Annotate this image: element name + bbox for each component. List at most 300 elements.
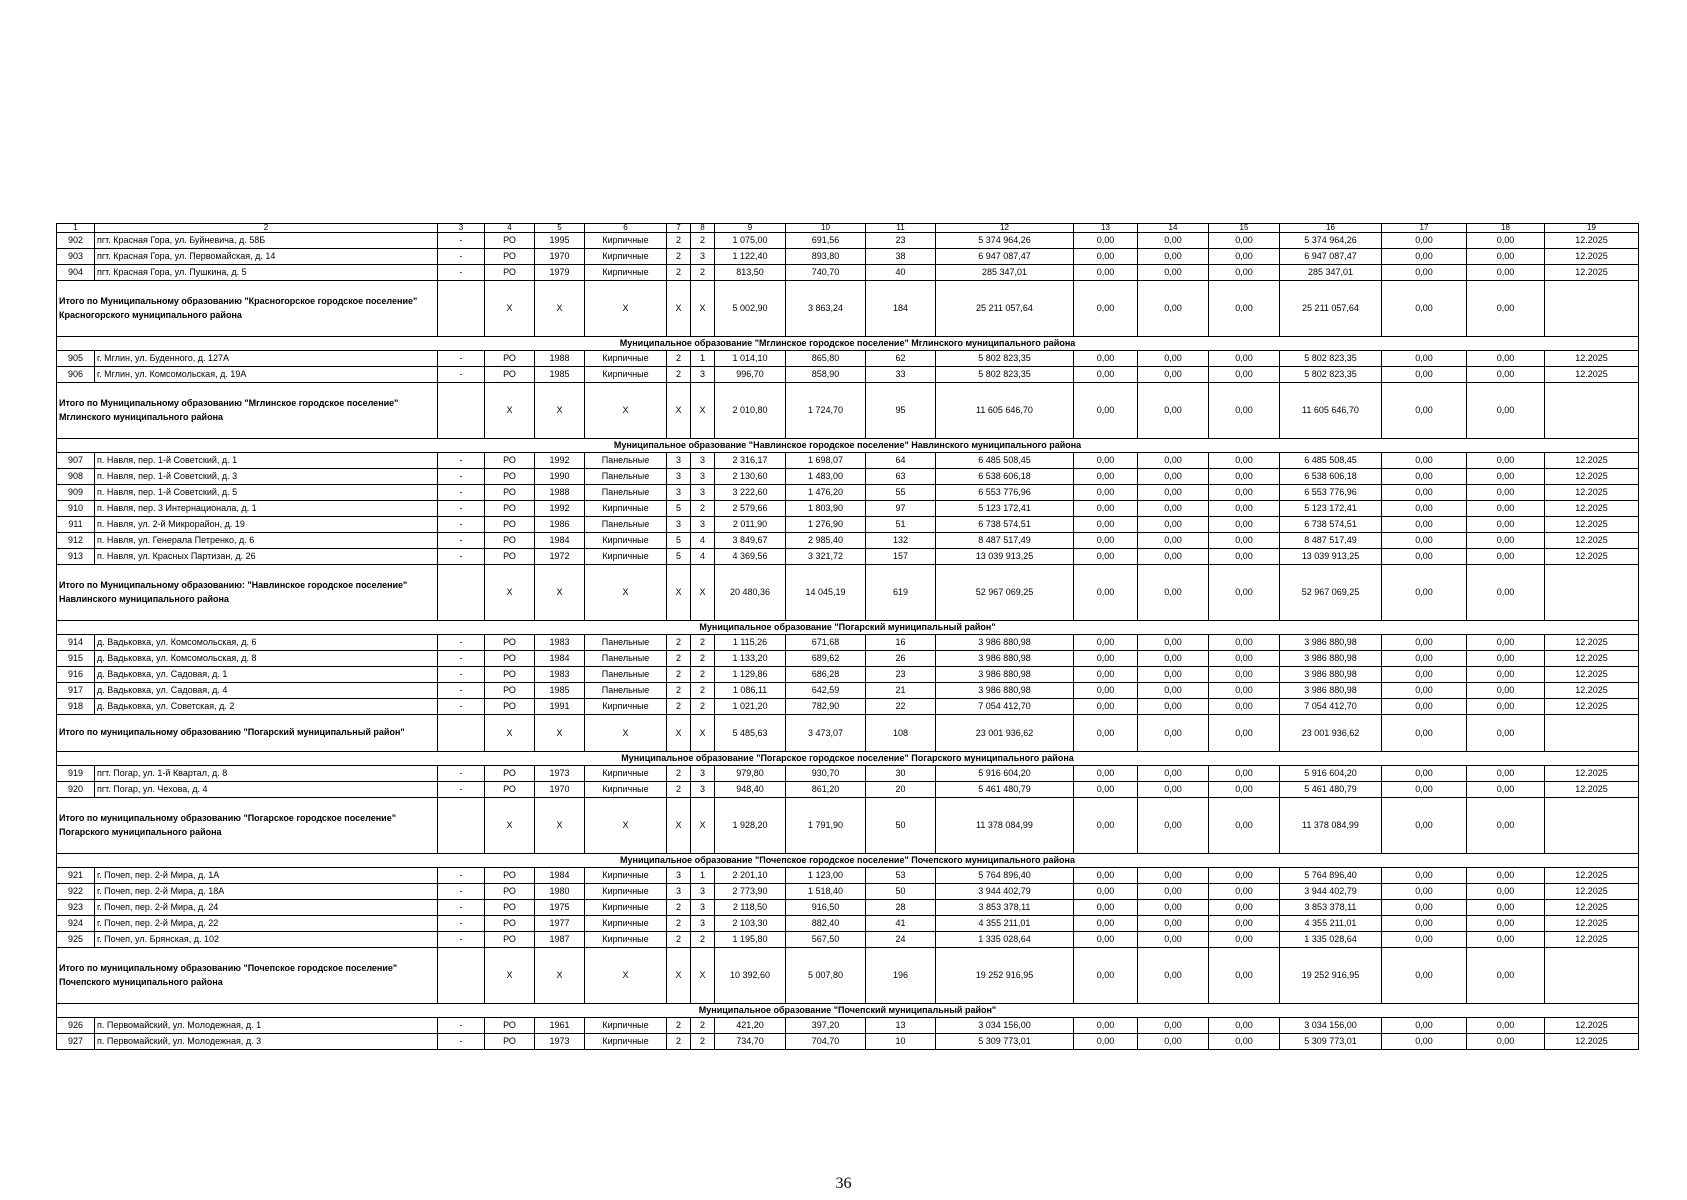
table-row [57, 868, 1639, 884]
column-number: 7 [667, 224, 691, 233]
table-cell: 0,00 [1138, 916, 1209, 932]
table-cell: 740,70 [786, 265, 866, 281]
table-cell: 0,00 [1138, 549, 1209, 565]
subtotal-cell [1545, 948, 1639, 1004]
subtotal-cell: X [585, 383, 667, 439]
table-cell: 12.2025 [1545, 916, 1639, 932]
table-cell: РО [485, 453, 535, 469]
table-cell: 0,00 [1138, 683, 1209, 699]
subtotal-cell: 3 863,24 [786, 281, 866, 337]
table-cell: - [438, 249, 485, 265]
row-number: 924 [57, 916, 95, 932]
table-cell: 0,00 [1467, 233, 1545, 249]
table-cell: 3 [691, 782, 715, 798]
table-cell: 3 986 880,98 [1280, 635, 1382, 651]
table-cell: 0,00 [1467, 651, 1545, 667]
table-cell: Кирпичные [585, 351, 667, 367]
table-cell: 689,62 [786, 651, 866, 667]
table-cell: 12.2025 [1545, 367, 1639, 383]
table-cell: 0,00 [1209, 351, 1280, 367]
table-cell: 0,00 [1209, 485, 1280, 501]
table-cell: 0,00 [1467, 900, 1545, 916]
subtotal-row [57, 281, 1639, 337]
table-cell: Кирпичные [585, 367, 667, 383]
table-cell: 1 698,07 [786, 453, 866, 469]
table-cell: 0,00 [1209, 501, 1280, 517]
table-cell: 0,00 [1074, 884, 1138, 900]
table-cell: Кирпичные [585, 1034, 667, 1050]
subtotal-row [57, 715, 1639, 752]
table-cell: 2 011,90 [715, 517, 786, 533]
table-cell: 2 985,40 [786, 533, 866, 549]
row-number: 910 [57, 501, 95, 517]
table-cell: 0,00 [1467, 501, 1545, 517]
table-cell: 0,00 [1138, 868, 1209, 884]
subtotal-cell: 0,00 [1209, 281, 1280, 337]
subtotal-cell: 0,00 [1138, 715, 1209, 752]
subtotal-cell: 0,00 [1074, 565, 1138, 621]
table-cell: 0,00 [1074, 233, 1138, 249]
subtotal-label: Итого по Муниципальному образованию "Красногорское городское поселение" Красногорского муниципального района [57, 281, 438, 337]
table-row [57, 766, 1639, 782]
subtotal-cell: X [535, 383, 585, 439]
table-cell: 2 [667, 683, 691, 699]
address-cell: д. Вадьковка, ул. Комсомольская, д. 6 [95, 635, 438, 651]
table-row [57, 1034, 1639, 1050]
subtotal-cell: X [667, 281, 691, 337]
table-cell: 3 [691, 469, 715, 485]
table-cell: 0,00 [1209, 868, 1280, 884]
subtotal-cell: 5 002,90 [715, 281, 786, 337]
table-cell: 2 [667, 265, 691, 281]
subtotal-cell: X [691, 948, 715, 1004]
table-cell: 0,00 [1074, 1034, 1138, 1050]
address-cell: п. Навля, пер. 3 Интернационала, д. 1 [95, 501, 438, 517]
table-cell: 2 118,50 [715, 900, 786, 916]
table-cell: 26 [866, 651, 936, 667]
column-number: 9 [715, 224, 786, 233]
table-cell: Кирпичные [585, 699, 667, 715]
table-cell: 0,00 [1467, 635, 1545, 651]
table-cell: 5 [667, 533, 691, 549]
table-cell: 1 129,86 [715, 667, 786, 683]
table-cell: 28 [866, 900, 936, 916]
table-cell: 5 123 172,41 [1280, 501, 1382, 517]
subtotal-cell [1545, 798, 1639, 854]
table-cell: РО [485, 367, 535, 383]
table-row [57, 265, 1639, 281]
table-cell: 2 [691, 651, 715, 667]
table-cell: 0,00 [1467, 453, 1545, 469]
subtotal-cell: X [535, 565, 585, 621]
table-cell: 930,70 [786, 766, 866, 782]
section-header-row [57, 439, 1639, 453]
subtotal-cell: 50 [866, 798, 936, 854]
table-cell: 0,00 [1138, 900, 1209, 916]
table-cell: 5 764 896,40 [936, 868, 1074, 884]
subtotal-cell: X [585, 565, 667, 621]
table-cell: 782,90 [786, 699, 866, 715]
section-title: Муниципальное образование "Почепское городское поселение" Почепского муниципального района [57, 854, 1639, 868]
table-cell: Панельные [585, 517, 667, 533]
table-cell: 1 086,11 [715, 683, 786, 699]
table-cell: 0,00 [1382, 265, 1467, 281]
table-cell: 2 [667, 1034, 691, 1050]
subtotal-cell: 0,00 [1382, 565, 1467, 621]
table-row [57, 782, 1639, 798]
subtotal-cell: X [535, 948, 585, 1004]
table-cell: 12.2025 [1545, 351, 1639, 367]
subtotal-cell: 11 378 084,99 [936, 798, 1074, 854]
table-cell: 12.2025 [1545, 699, 1639, 715]
table-cell: 1979 [535, 265, 585, 281]
table-cell: 0,00 [1209, 699, 1280, 715]
table-cell: 948,40 [715, 782, 786, 798]
table-cell: 12.2025 [1545, 932, 1639, 948]
table-row [57, 485, 1639, 501]
address-cell: п. Первомайский, ул. Молодежная, д. 1 [95, 1018, 438, 1034]
table-cell: 1991 [535, 699, 585, 715]
table-row [57, 651, 1639, 667]
address-cell: п. Навля, ул. 2-й Микрорайон, д. 19 [95, 517, 438, 533]
subtotal-cell: X [535, 281, 585, 337]
table-cell: 1984 [535, 651, 585, 667]
table-cell: 865,80 [786, 351, 866, 367]
table-cell: 24 [866, 932, 936, 948]
table-cell: 0,00 [1209, 782, 1280, 798]
row-number: 919 [57, 766, 95, 782]
table-row [57, 699, 1639, 715]
table-cell: 0,00 [1209, 469, 1280, 485]
row-number: 904 [57, 265, 95, 281]
subtotal-cell: 0,00 [1382, 798, 1467, 854]
table-cell: - [438, 351, 485, 367]
table-cell: 0,00 [1467, 667, 1545, 683]
table-body [57, 224, 1639, 1050]
table-cell: 8 487 517,49 [936, 533, 1074, 549]
address-cell: г. Почеп, пер. 2-й Мира, д. 22 [95, 916, 438, 932]
section-title: Муниципальное образование "Мглинское городское поселение" Мглинского муниципального района [57, 337, 1639, 351]
table-cell: - [438, 699, 485, 715]
table-cell: 1 476,20 [786, 485, 866, 501]
table-cell: 6 947 087,47 [1280, 249, 1382, 265]
address-cell: пгт. Погар, ул. 1-й Квартал, д. 8 [95, 766, 438, 782]
table-cell: 1 021,20 [715, 699, 786, 715]
row-number: 907 [57, 453, 95, 469]
subtotal-cell: 0,00 [1074, 798, 1138, 854]
table-cell: 0,00 [1467, 469, 1545, 485]
section-header-row [57, 337, 1639, 351]
table-cell: 20 [866, 782, 936, 798]
table-cell: 5 123 172,41 [936, 501, 1074, 517]
subtotal-cell: 0,00 [1138, 281, 1209, 337]
subtotal-cell: 0,00 [1209, 715, 1280, 752]
subtotal-label: Итого по Муниципальному образованию "Мглинское городское поселение" Мглинского муниципального района [57, 383, 438, 439]
table-cell: 1990 [535, 469, 585, 485]
subtotal-row [57, 798, 1639, 854]
table-cell: 3 [691, 900, 715, 916]
table-cell: 2 [691, 501, 715, 517]
table-cell: 0,00 [1209, 549, 1280, 565]
page-number: 36 [835, 1175, 852, 1192]
subtotal-cell: X [691, 715, 715, 752]
table-cell: 0,00 [1209, 651, 1280, 667]
table-cell: 1 014,10 [715, 351, 786, 367]
table-cell: 0,00 [1074, 1018, 1138, 1034]
table-cell: 3 [691, 249, 715, 265]
table-cell: РО [485, 1034, 535, 1050]
row-number: 927 [57, 1034, 95, 1050]
table-cell: 0,00 [1138, 651, 1209, 667]
subtotal-label: Итого по муниципальному образованию "Погарское городское поселение" Погарского муниципального района [57, 798, 438, 854]
table-cell: 1987 [535, 932, 585, 948]
table-cell: 1992 [535, 453, 585, 469]
table-cell: 1 122,40 [715, 249, 786, 265]
table-cell: Кирпичные [585, 868, 667, 884]
table-cell: 2 [691, 635, 715, 651]
table-cell: 0,00 [1209, 932, 1280, 948]
table-cell: 3 986 880,98 [1280, 651, 1382, 667]
table-cell: 0,00 [1382, 453, 1467, 469]
table-cell: 567,50 [786, 932, 866, 948]
table-cell: 0,00 [1467, 868, 1545, 884]
table-cell: 5 916 604,20 [936, 766, 1074, 782]
table-cell: 0,00 [1138, 351, 1209, 367]
table-cell: - [438, 916, 485, 932]
table-cell: 1 335 028,64 [936, 932, 1074, 948]
address-cell: пгт. Красная Гора, ул. Буйневича, д. 58Б [95, 233, 438, 249]
table-cell: - [438, 501, 485, 517]
table-cell: 12.2025 [1545, 884, 1639, 900]
table-cell: 40 [866, 265, 936, 281]
table-cell: 1 075,00 [715, 233, 786, 249]
row-number: 920 [57, 782, 95, 798]
table-cell: 1 115,26 [715, 635, 786, 651]
table-cell: Кирпичные [585, 549, 667, 565]
subtotal-cell: 184 [866, 281, 936, 337]
table-cell: 0,00 [1074, 265, 1138, 281]
table-cell: РО [485, 249, 535, 265]
table-cell: 882,40 [786, 916, 866, 932]
subtotal-cell: 25 211 057,64 [1280, 281, 1382, 337]
table-cell: 5 309 773,01 [1280, 1034, 1382, 1050]
table-cell: 16 [866, 635, 936, 651]
table-cell: 1986 [535, 517, 585, 533]
table-cell: 13 [866, 1018, 936, 1034]
table-cell: 0,00 [1074, 932, 1138, 948]
section-title: Муниципальное образование "Почепский муниципальный район" [57, 1004, 1639, 1018]
table-cell: 5 764 896,40 [1280, 868, 1382, 884]
table-cell: 12.2025 [1545, 651, 1639, 667]
table-cell: РО [485, 549, 535, 565]
subtotal-cell: X [485, 715, 535, 752]
subtotal-cell: 11 605 646,70 [936, 383, 1074, 439]
row-number: 926 [57, 1018, 95, 1034]
table-cell: 0,00 [1209, 265, 1280, 281]
table-cell: 0,00 [1467, 351, 1545, 367]
table-row [57, 683, 1639, 699]
table-cell: 3 [667, 453, 691, 469]
subtotal-cell: 0,00 [1074, 281, 1138, 337]
table-cell: 1 [691, 351, 715, 367]
table-cell: 0,00 [1074, 699, 1138, 715]
table-cell: 6 738 574,51 [936, 517, 1074, 533]
row-number: 915 [57, 651, 95, 667]
subtotal-cell: X [535, 798, 585, 854]
table-cell: 1972 [535, 549, 585, 565]
table-cell: 5 374 964,26 [936, 233, 1074, 249]
table-cell: 12.2025 [1545, 501, 1639, 517]
table-cell: 0,00 [1209, 1018, 1280, 1034]
row-number: 908 [57, 469, 95, 485]
section-header-row [57, 854, 1639, 868]
table-cell: 0,00 [1074, 683, 1138, 699]
table-cell: РО [485, 265, 535, 281]
subtotal-label: Итого по муниципальному образованию "Погарский муниципальный район" [57, 715, 438, 752]
table-cell: - [438, 868, 485, 884]
table-cell: 3 [667, 485, 691, 501]
table-cell: 0,00 [1382, 884, 1467, 900]
table-cell: 0,00 [1138, 249, 1209, 265]
table-cell: 55 [866, 485, 936, 501]
row-number: 913 [57, 549, 95, 565]
subtotal-cell: 0,00 [1382, 948, 1467, 1004]
table-cell: 6 553 776,96 [936, 485, 1074, 501]
section-header-row [57, 752, 1639, 766]
table-cell: 861,20 [786, 782, 866, 798]
table-cell: 1970 [535, 249, 585, 265]
table-cell: 2 [667, 249, 691, 265]
table-cell: 4 [691, 533, 715, 549]
table-cell: 1977 [535, 916, 585, 932]
table-cell: 3 986 880,98 [1280, 683, 1382, 699]
table-cell: 0,00 [1074, 667, 1138, 683]
table-cell: РО [485, 351, 535, 367]
subtotal-cell: X [667, 948, 691, 1004]
table-cell: - [438, 683, 485, 699]
table-cell: - [438, 517, 485, 533]
address-cell: г. Мглин, ул. Комсомольская, д. 19А [95, 367, 438, 383]
table-cell: 0,00 [1467, 766, 1545, 782]
table-cell: 0,00 [1074, 367, 1138, 383]
table-cell: 0,00 [1382, 699, 1467, 715]
table-cell: 1975 [535, 900, 585, 916]
table-cell: - [438, 884, 485, 900]
table-cell: 132 [866, 533, 936, 549]
table-cell: 5 [667, 549, 691, 565]
subtotal-cell: 19 252 916,95 [1280, 948, 1382, 1004]
subtotal-cell: X [585, 715, 667, 752]
table-cell: 0,00 [1209, 517, 1280, 533]
table-cell: 2 [691, 265, 715, 281]
table-cell: 3 [691, 884, 715, 900]
table-cell: 1 133,20 [715, 651, 786, 667]
table-cell: - [438, 367, 485, 383]
table-cell: РО [485, 900, 535, 916]
table-cell: - [438, 1018, 485, 1034]
table-cell: 4 369,56 [715, 549, 786, 565]
subtotal-cell: 19 252 916,95 [936, 948, 1074, 1004]
table-cell: 5 309 773,01 [936, 1034, 1074, 1050]
table-cell: 0,00 [1467, 683, 1545, 699]
section-header-row [57, 1004, 1639, 1018]
table-cell: 0,00 [1074, 469, 1138, 485]
table-cell: 0,00 [1138, 233, 1209, 249]
table-cell: 0,00 [1138, 265, 1209, 281]
table-cell: РО [485, 683, 535, 699]
table-cell: - [438, 549, 485, 565]
table-cell: 5 461 480,79 [936, 782, 1074, 798]
table-cell: 5 [667, 501, 691, 517]
table-cell: 2 [667, 667, 691, 683]
address-cell: д. Вадьковка, ул. Садовая, д. 1 [95, 667, 438, 683]
table-cell: 0,00 [1074, 351, 1138, 367]
table-cell: 0,00 [1467, 517, 1545, 533]
table-cell: Кирпичные [585, 932, 667, 948]
table-cell: Кирпичные [585, 900, 667, 916]
table-cell: 0,00 [1467, 1034, 1545, 1050]
table-cell: Панельные [585, 485, 667, 501]
subtotal-cell: 0,00 [1138, 948, 1209, 1004]
table-cell: РО [485, 469, 535, 485]
column-number: 6 [585, 224, 667, 233]
table-cell: 0,00 [1467, 1018, 1545, 1034]
subtotal-cell: 23 001 936,62 [936, 715, 1074, 752]
table-cell: 33 [866, 367, 936, 383]
table-cell: 0,00 [1138, 699, 1209, 715]
subtotal-cell: X [485, 948, 535, 1004]
table-cell: 2 [691, 233, 715, 249]
subtotal-cell: 95 [866, 383, 936, 439]
address-cell: пгт. Погар, ул. Чехова, д. 4 [95, 782, 438, 798]
subtotal-cell: 2 010,80 [715, 383, 786, 439]
address-cell: п. Навля, пер. 1-й Советский, д. 5 [95, 485, 438, 501]
table-cell: 1983 [535, 667, 585, 683]
table-cell: 285 347,01 [1280, 265, 1382, 281]
table-cell: 50 [866, 884, 936, 900]
table-cell: - [438, 1034, 485, 1050]
table-cell: 38 [866, 249, 936, 265]
subtotal-cell: 108 [866, 715, 936, 752]
subtotal-cell: 0,00 [1467, 948, 1545, 1004]
table-cell: 4 355 211,01 [936, 916, 1074, 932]
row-number: 917 [57, 683, 95, 699]
table-cell: 0,00 [1382, 766, 1467, 782]
table-cell: 1973 [535, 1034, 585, 1050]
table-cell: 63 [866, 469, 936, 485]
table-cell: 2 [691, 1034, 715, 1050]
table-cell: 0,00 [1138, 932, 1209, 948]
table-cell: Кирпичные [585, 265, 667, 281]
table-cell: РО [485, 1018, 535, 1034]
table-cell: 12.2025 [1545, 1034, 1639, 1050]
table-cell: 0,00 [1209, 533, 1280, 549]
table-cell: - [438, 233, 485, 249]
row-number: 922 [57, 884, 95, 900]
table-row [57, 549, 1639, 565]
address-cell: г. Почеп, пер. 2-й Мира, д. 1А [95, 868, 438, 884]
table-cell: 0,00 [1138, 766, 1209, 782]
table-cell: 5 916 604,20 [1280, 766, 1382, 782]
table-cell: РО [485, 884, 535, 900]
table-cell: 1961 [535, 1018, 585, 1034]
table-cell: 12.2025 [1545, 549, 1639, 565]
subtotal-cell: 0,00 [1382, 383, 1467, 439]
table-cell: Кирпичные [585, 533, 667, 549]
table-cell: 13 039 913,25 [1280, 549, 1382, 565]
table-cell: РО [485, 782, 535, 798]
table-cell: 0,00 [1138, 884, 1209, 900]
